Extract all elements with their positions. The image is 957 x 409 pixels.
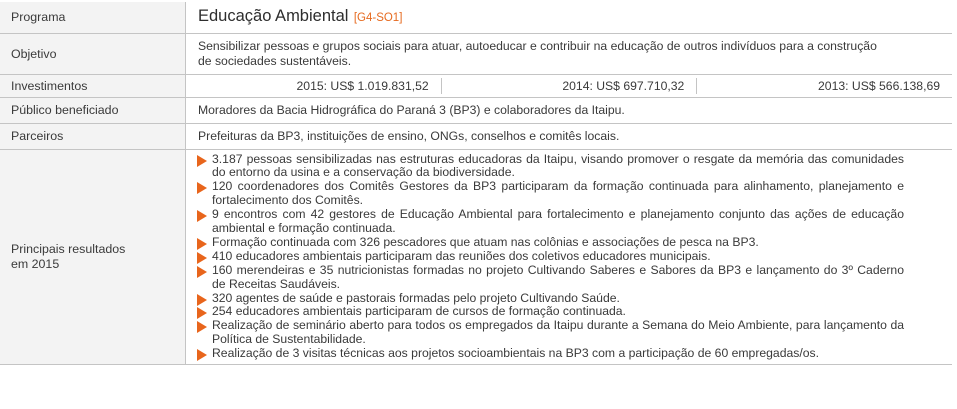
list-item: 120 coordenadores dos Comitês Gestores da BP3 participaram da formação continuada para alinhamento, planejamento e fortalecimento dos Comitês. [195, 180, 952, 208]
investimento-2013: 2013: US$ 566.138,69 [696, 78, 952, 94]
list-item: 9 encontros com 42 gestores de Educação Ambiental para fortalecimento e planejamento conjunto das ações de educação ambiental e formação continuada. [195, 208, 952, 236]
arrow-right-icon [197, 294, 207, 306]
label-parceiros: Parceiros [0, 123, 186, 149]
list-item: 320 agentes de saúde e pastorais formadas pelo projeto Cultivando Saúde. [195, 292, 952, 306]
program-code: [G4-SO1] [353, 12, 403, 24]
arrow-right-icon [197, 182, 207, 194]
arrow-right-icon [197, 321, 207, 333]
arrow-right-icon [197, 155, 207, 167]
resultados-cell [186, 149, 953, 365]
arrow-right-icon [197, 210, 207, 222]
label-objetivo: Objetivo [0, 33, 186, 74]
objetivo-text: Sensibilizar pessoas e grupos sociais para atuar, autoeducar e contribuir na educação de outros indivíduos para a construção de sociedades sustentáveis. [186, 33, 953, 74]
label-investimentos: Investimentos [0, 74, 186, 97]
list-item: 410 educadores ambientais participaram das reuniões dos coletivos educadores municipais. [195, 250, 952, 264]
arrow-right-icon [197, 307, 207, 319]
label-resultados-line2: em 2015 [11, 256, 60, 271]
arrow-right-icon [197, 349, 207, 361]
resultados-list [195, 150, 952, 365]
label-publico: Público beneficiado [0, 97, 186, 123]
row-parceiros [0, 123, 952, 149]
label-resultados-line1: Principais resultados [11, 241, 126, 256]
label-resultados [0, 149, 186, 365]
list-item: 3.187 pessoas sensibilizadas nas estruturas educadoras da Itaipu, visando promover o resgate da memória das comunidades do entorno da usina e a conservação da biodiversidade. [195, 153, 952, 181]
list-item: Realização de 3 visitas técnicas aos projetos socioambientais na BP3 com a participação de 60 empregadas/os. [195, 347, 952, 361]
investimento-2015: 2015: US$ 1.019.831,52 [296, 78, 429, 93]
arrow-right-icon [197, 252, 207, 264]
row-programa [0, 2, 952, 33]
row-publico [0, 97, 952, 123]
program-table [0, 2, 952, 365]
row-resultados [0, 149, 952, 365]
arrow-right-icon [197, 238, 207, 250]
program-title-cell [186, 2, 953, 33]
list-item: Realização de seminário aberto para todos os empregados da Itaipu durante a Semana do Meio Ambiente, para lançamento da Política de Sustentabilidade. [195, 319, 952, 347]
parceiros-text: Prefeituras da BP3, instituições de ensino, ONGs, conselhos e comitês locais. [186, 123, 953, 149]
program-title: Educação Ambiental [198, 7, 349, 25]
row-investimentos [0, 74, 952, 97]
row-objetivo [0, 33, 952, 74]
label-programa: Programa [0, 2, 186, 33]
arrow-right-icon [197, 266, 207, 278]
list-item: Formação continuada com 326 pescadores que atuam nas colônias e associações de pesca na BP3. [195, 236, 952, 250]
investimentos-cell [186, 74, 953, 97]
list-item: 160 merendeiras e 35 nutricionistas formadas no projeto Cultivando Saberes e Sabores da BP3 e lançamento do 3º Caderno de Receitas Saudáveis. [195, 264, 952, 292]
list-item: 254 educadores ambientais participaram de cursos de formação continuada. [195, 305, 952, 319]
publico-text: Moradores da Bacia Hidrográfica do Paraná 3 (BP3) e colaboradores da Itaipu. [186, 97, 953, 123]
investimento-2014: 2014: US$ 697.710,32 [441, 78, 697, 94]
